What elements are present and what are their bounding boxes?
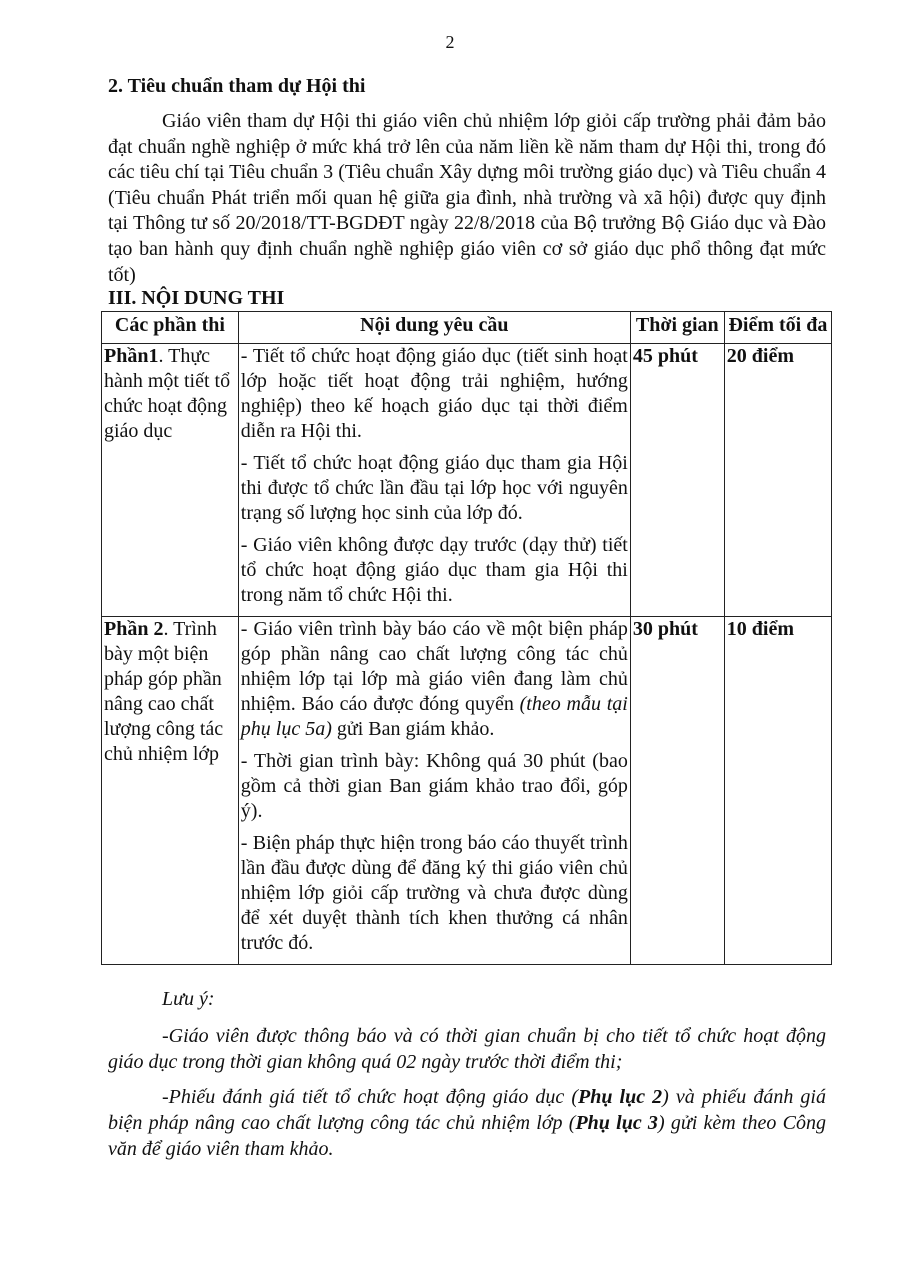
requirement-item: - Giáo viên không được dạy trước (dạy thử) tiết tổ chức hoạt động giáo dục tham gia Hội thi trong năm tổ chức Hội thi. xyxy=(240,534,628,606)
section-heading-participation-criteria: 2. Tiêu chuẩn tham dự Hội thi xyxy=(108,75,366,97)
table-row xyxy=(102,617,832,965)
appendix-reference: (theo mẫu tại phụ lục 5a) xyxy=(240,693,628,740)
part-cell xyxy=(102,617,239,965)
section-heading-contest-content: III. NỘI DUNG THI xyxy=(108,287,285,309)
requirement-item: - Biện pháp thực hiện trong báo cáo thuyết trình lần đầu được dùng để đăng ký thi giáo viên chủ nhiệm lớp giỏi cấp trường và chưa được dùng để xét duyệt thành tích khen thưởng cá nhân trước đó. xyxy=(240,832,628,954)
requirement-text: gửi Ban giám khảo. xyxy=(331,718,495,740)
header-max-score: Điểm tối đa xyxy=(724,312,831,344)
table-row xyxy=(102,344,832,617)
part-title: Phần 2 xyxy=(104,618,164,640)
note-text: ) và phiếu đánh giá biện pháp nâng cao chất lượng công tác chủ nhiệm lớp ( xyxy=(108,1086,826,1134)
note-item: -Giáo viên được thông báo và có thời gian chuẩn bị cho tiết tổ chức hoạt động giáo dục trong thời gian không quá 02 ngày trước thời điểm thi; xyxy=(108,1025,826,1073)
part-title: Phần1 xyxy=(104,345,159,367)
contest-content-table xyxy=(101,311,832,965)
notes-label: Lưu ý: xyxy=(162,988,215,1010)
requirement-text: - Giáo viên trình bày báo cáo về một biện pháp góp phần nâng cao chất lượng công tác chủ nhiệm lớp tại lớp mà giáo viên đang làm chủ nhiệm. Báo cáo được đóng quyển xyxy=(240,618,628,715)
note-item xyxy=(108,1084,826,1162)
max-score-cell: 20 điểm xyxy=(724,344,831,617)
header-time: Thời gian xyxy=(630,312,724,344)
notes-section xyxy=(108,986,826,1171)
time-cell: 30 phút xyxy=(630,617,724,965)
note-text: -Phiếu đánh giá tiết tổ chức hoạt động giáo dục ( xyxy=(162,1086,578,1108)
requirement-item: - Tiết tổ chức hoạt động giáo dục tham gia Hội thi được tổ chức lần đầu tại lớp học với nguyên trạng số lượng học sinh của lớp đó. xyxy=(240,452,628,524)
header-requirements: Nội dung yêu cầu xyxy=(238,312,630,344)
requirements-cell xyxy=(238,617,630,965)
part-description: . Thực hành một tiết tổ chức hoạt động giáo dục xyxy=(104,345,231,442)
page-number: 2 xyxy=(445,32,455,52)
requirement-item: - Thời gian trình bày: Không quá 30 phút (bao gồm cả thời gian Ban giám khảo trao đổi, góp ý). xyxy=(240,750,628,822)
appendix-2-reference: Phụ lục 2 xyxy=(578,1086,663,1108)
appendix-3-reference: Phụ lục 3 xyxy=(575,1112,658,1134)
requirement-item xyxy=(241,617,628,742)
header-parts: Các phần thi xyxy=(102,312,239,344)
table-header-row xyxy=(102,312,832,344)
time-cell: 45 phút xyxy=(630,344,724,617)
participation-criteria-paragraph: Giáo viên tham dự Hội thi giáo viên chủ nhiệm lớp giỏi cấp trường phải đảm bảo đạt chuẩn nghề nghiệp ở mức khá trở lên của năm liền kề năm tham dự Hội thi, trong đó các tiêu chí tại Tiêu chuẩn 3 (Tiêu chuẩn Xây dựng môi trường giáo dục) và Tiêu chuẩn 4 (Tiêu chuẩn Phát triển mối quan hệ giữa gia đình, nhà trường và xã hội) được quy định tại Thông tư số 20/2018/TT-BGDĐT ngày 22/8/2018 của Bộ trưởng Bộ Giáo dục và Đào tạo ban hành quy định chuẩn nghề nghiệp giáo viên cơ sở giáo dục phổ thông đạt mức tốt) xyxy=(108,110,826,286)
part-cell xyxy=(102,344,239,617)
part-description: . Trình bày một biện pháp góp phần nâng cao chất lượng công tác chủ nhiệm lớp xyxy=(104,618,224,765)
note-text: ) gửi kèm theo Công văn để giáo viên tham khảo. xyxy=(108,1112,826,1160)
requirements-cell xyxy=(238,344,630,617)
max-score-cell: 10 điểm xyxy=(724,617,831,965)
requirement-item: - Tiết tổ chức hoạt động giáo dục (tiết sinh hoạt lớp hoặc tiết hoạt động trải nghiệm, hướng nghiệp) theo kế hoạch giáo dục tại thời điểm diễn ra Hội thi. xyxy=(240,345,628,442)
